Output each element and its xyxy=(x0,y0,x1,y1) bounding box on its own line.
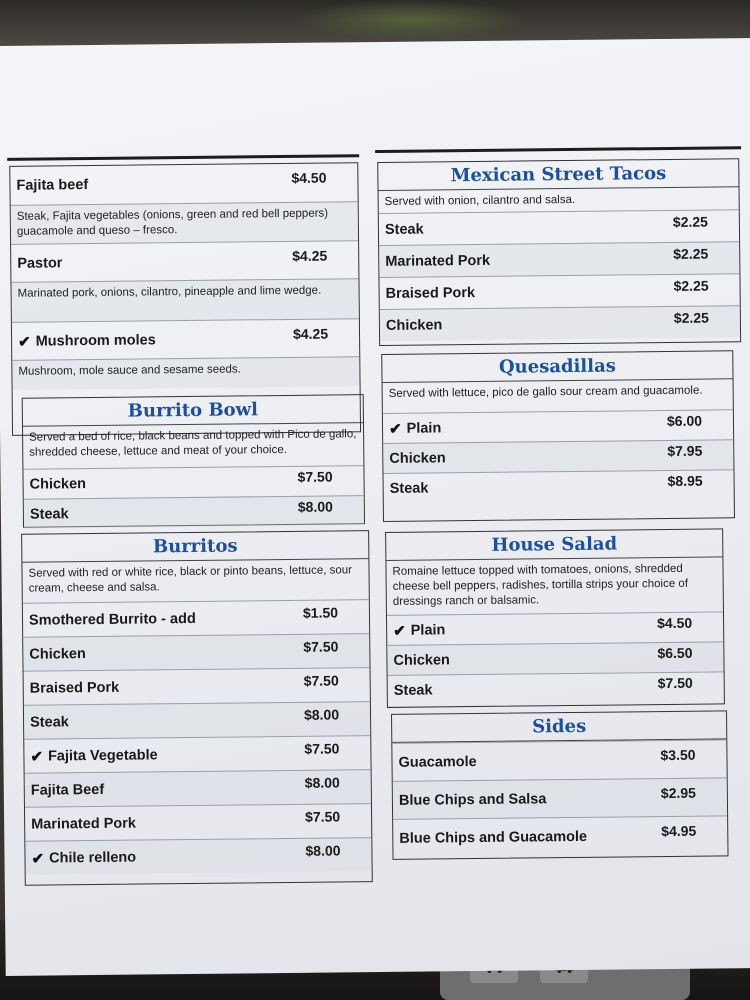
menu-item-name: Chile relleno xyxy=(49,849,137,866)
menu-item-price: $8.00 xyxy=(305,841,341,859)
menu-item-price: $7.95 xyxy=(667,442,703,459)
menu-item-price: $7.50 xyxy=(303,671,339,689)
menu-item-name: Mushroom moles xyxy=(35,331,156,350)
menu-item-price: $6.00 xyxy=(666,412,703,429)
section-description: Romaine lettuce topped with tomatoes, onions, shredded cheese bell peppers, radishes, tortilla strips your choice of dressings ranch or balsamic. xyxy=(392,562,689,608)
section-title: House Salad xyxy=(386,529,722,561)
menu-item-price: $4.95 xyxy=(661,822,697,839)
menu-item-price: $6.50 xyxy=(657,644,693,661)
menu-item-price: $1.50 xyxy=(302,603,339,621)
menu-item-row xyxy=(24,735,370,773)
background-foliage xyxy=(290,0,530,40)
menu-item-description: Steak, Fajita vegetables (onions, green and red bell peppers) guacamole and queso – fresco. xyxy=(11,201,358,244)
menu-item-price: $2.25 xyxy=(673,245,709,262)
menu-item-row xyxy=(383,439,733,473)
menu-item-price: $7.50 xyxy=(303,637,339,655)
menu-item-row xyxy=(10,163,357,205)
menu-item-name: Fajita beef xyxy=(16,177,89,194)
burrito-bowl-section xyxy=(22,394,365,528)
menu-item-row xyxy=(24,701,370,739)
menu-item-price: $2.95 xyxy=(660,784,696,801)
menu-item-row xyxy=(388,671,724,705)
menu-item-name: Braised Pork xyxy=(29,679,120,697)
left-column-rule xyxy=(7,154,359,161)
menu-item-name: Steak xyxy=(393,681,433,699)
menu-item-price: $4.50 xyxy=(656,614,693,631)
house-salad-section xyxy=(385,528,725,708)
sides-section xyxy=(391,710,729,860)
menu-item-name: Pastor xyxy=(17,254,63,272)
menu-item-row xyxy=(379,273,739,309)
menu-item-name: Marinated Pork xyxy=(385,252,491,270)
menu-item-row xyxy=(379,209,739,245)
menu-item-row xyxy=(383,469,733,503)
menu-item-name: Plain xyxy=(410,621,446,639)
section-description: Served with lettuce, pico de gallo sour cream and guacamole. xyxy=(388,384,703,400)
menu-item-row xyxy=(393,815,727,856)
section-description: Served with red or white rice, black or pinto beans, lettuce, sour cream, cheese and salsa. xyxy=(28,564,353,595)
menu-item-price: $8.95 xyxy=(667,472,703,489)
menu-item-name: Blue Chips and Guacamole xyxy=(399,828,588,847)
section-title: Burrito Bowl xyxy=(23,395,363,427)
checkmark-icon: ✔ xyxy=(18,333,31,351)
menu-item-name: Braised Pork xyxy=(385,284,476,302)
menu-item-price: $7.50 xyxy=(657,674,693,691)
menu-item-row xyxy=(25,769,371,807)
menu-item-row xyxy=(23,465,363,499)
menu-item-name: Steak xyxy=(29,505,69,523)
menu-item-row xyxy=(383,409,733,443)
menu-item-price: $8.00 xyxy=(303,705,340,723)
menu-item-row xyxy=(380,305,740,341)
menu-item-price: $2.25 xyxy=(672,213,709,230)
menu-item-price: $7.50 xyxy=(304,739,340,757)
menu-item-price: $3.50 xyxy=(660,746,696,763)
menu-item-row xyxy=(24,667,370,705)
menu-item-price: $4.25 xyxy=(292,247,328,264)
menu-item-name: Chicken xyxy=(385,316,443,334)
checkmark-icon: ✔ xyxy=(30,748,44,766)
menu-item-price: $2.25 xyxy=(673,277,709,294)
menu-item-name: Fajita Vegetable xyxy=(47,746,158,764)
menu-item-row xyxy=(393,777,727,818)
menu-item-price: $7.50 xyxy=(304,807,341,825)
menu-item-price: $8.00 xyxy=(304,773,340,791)
menu-item-row xyxy=(23,633,369,671)
menu-item-name: Chicken xyxy=(389,449,446,467)
right-column-rule xyxy=(375,146,741,153)
menu-item-description: Marinated pork, onions, cilantro, pineapple and lime wedge. xyxy=(11,278,358,322)
section-title: Sides xyxy=(392,711,726,742)
menu-sheet xyxy=(0,38,750,976)
menu-item-price: $7.50 xyxy=(297,467,333,485)
section-title: Mexican Street Tacos xyxy=(378,159,738,191)
section-description: Served with onion, cilantro and salsa. xyxy=(384,193,576,208)
menu-item-row xyxy=(12,318,359,360)
menu-item-row xyxy=(379,241,739,277)
menu-item-row xyxy=(23,599,369,637)
menu-item-name: Marinated Pork xyxy=(31,815,136,833)
menu-item-name: Steak xyxy=(389,479,429,497)
menu-item-name: Steak xyxy=(384,221,424,238)
menu-item-row xyxy=(25,803,371,841)
menu-item-row xyxy=(392,739,726,780)
menu-item-price: $8.00 xyxy=(297,497,333,515)
menu-item-row xyxy=(387,641,723,675)
checkmark-icon: ✔ xyxy=(393,622,406,640)
menu-item-name: Steak xyxy=(29,713,69,731)
menu-item-description: Mushroom, mole sauce and sesame seeds. xyxy=(12,356,359,390)
menu-item-row xyxy=(24,495,364,529)
menu-item-name: Plain xyxy=(406,419,442,437)
menu-item-name: Blue Chips and Salsa xyxy=(398,790,547,809)
section-description: Served a bed of rice, black beans and topped with Pico de gallo, shredded cheese, lettuce and meat of your choice. xyxy=(29,428,357,459)
menu-item-name: Chicken xyxy=(393,651,450,669)
burritos-section xyxy=(21,530,373,886)
section-title: Quesadillas xyxy=(382,351,732,383)
menu-item-row xyxy=(25,837,371,875)
menu-item-name: Smothered Burrito - add xyxy=(28,610,196,629)
checkmark-icon: ✔ xyxy=(388,420,402,438)
quesadillas-section xyxy=(381,350,735,522)
menu-item-name: Guacamole xyxy=(398,753,477,771)
menu-item-row xyxy=(11,240,358,282)
menu-item-price: $4.25 xyxy=(292,325,329,342)
menu-item-price: $2.25 xyxy=(673,309,710,326)
section-title: Burritos xyxy=(22,531,368,563)
menu-item-name: Fajita Beef xyxy=(30,781,105,799)
menu-item-row xyxy=(387,611,723,645)
menu-item-name: Chicken xyxy=(29,475,87,493)
menu-item-price: $4.50 xyxy=(291,169,327,186)
menu-item-name: Chicken xyxy=(29,645,86,663)
tacos-section xyxy=(377,158,741,346)
checkmark-icon: ✔ xyxy=(31,850,45,868)
